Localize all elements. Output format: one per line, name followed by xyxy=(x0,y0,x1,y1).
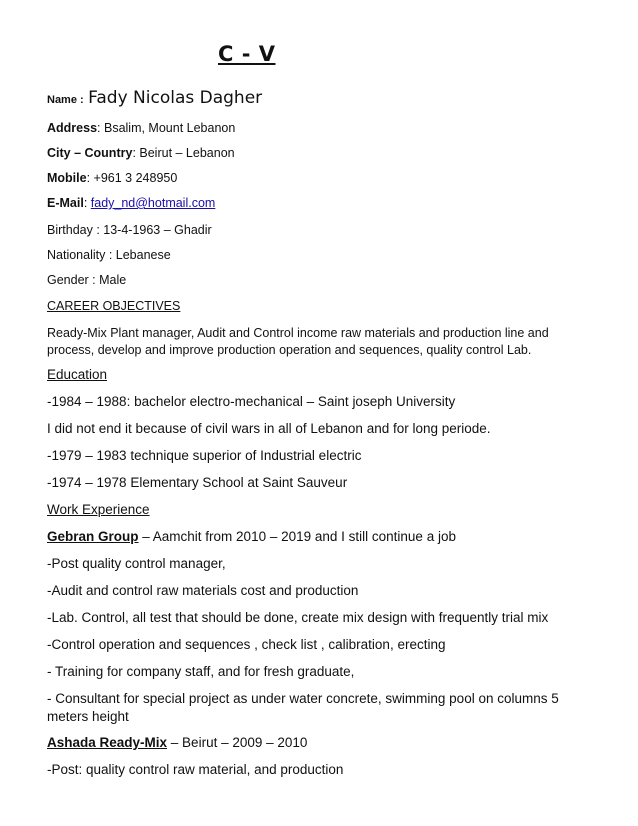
job-title-line xyxy=(47,735,307,750)
address-line xyxy=(47,121,235,135)
job-item: -Post: quality control raw material, and production xyxy=(47,762,344,777)
birthday-line: Birthday : 13-4-1963 – Ghadir xyxy=(47,223,212,237)
city-value: : Beirut – Lebanon xyxy=(132,146,235,160)
address-label: Address xyxy=(47,121,98,135)
email-sep: : xyxy=(83,196,91,210)
career-heading: CAREER OBJECTIVES xyxy=(47,299,181,313)
job-item: -Control operation and sequences , check list , calibration, erecting xyxy=(47,637,446,652)
job-item: - Consultant for special project as under water concrete, swimming pool on columns 5 meters height xyxy=(47,691,559,724)
city-label: City – Country xyxy=(47,146,133,160)
gender-line: Gender : Male xyxy=(47,273,127,287)
email-link[interactable]: fady_nd@hotmail.com xyxy=(90,196,216,210)
career-text: Ready-Mix Plant manager, Audit and Control income raw materials and production line and process, develop and improve production operation and sequences, quality control Lab. xyxy=(47,326,549,357)
job-item: -Audit and control raw materials cost and production xyxy=(47,583,359,598)
education-item: I did not end it because of civil wars in all of Lebanon and for long periode. xyxy=(47,421,491,436)
address-value: : Bsalim, Mount Lebanon xyxy=(97,121,236,135)
name-value: Fady Nicolas Dagher xyxy=(88,88,263,108)
job-item: -Post quality control manager, xyxy=(47,556,226,571)
job-details: – Aamchit from 2010 – 2019 and I still continue a job xyxy=(138,529,456,544)
company-name: Ashada Ready-Mix xyxy=(47,735,168,750)
mobile-line xyxy=(47,171,177,185)
job-details: – Beirut – 2009 – 2010 xyxy=(167,735,308,750)
education-item: -1974 – 1978 Elementary School at Saint Sauveur xyxy=(47,475,348,490)
mobile-label: Mobile xyxy=(47,171,87,185)
work-heading: Work Experience xyxy=(47,502,150,517)
company-name: Gebran Group xyxy=(47,529,139,544)
city-line xyxy=(47,146,235,160)
education-heading: Education xyxy=(47,367,108,382)
name-line xyxy=(47,88,262,108)
job-item: - Training for company staff, and for fresh graduate, xyxy=(47,664,355,679)
mobile-value: : +961 3 248950 xyxy=(86,171,178,185)
job-title-line xyxy=(47,529,456,544)
page-title: C - V xyxy=(218,42,276,66)
nationality-line: Nationality : Lebanese xyxy=(47,248,171,262)
job-item: -Lab. Control, all test that should be done, create mix design with frequently trial mix xyxy=(47,610,549,625)
name-label: Name : xyxy=(47,94,84,106)
education-item: -1979 – 1983 technique superior of Industrial electric xyxy=(47,448,362,463)
email-label: E-Mail xyxy=(47,196,84,210)
education-item: -1984 – 1988: bachelor electro-mechanical – Saint joseph University xyxy=(47,394,456,409)
email-line xyxy=(47,196,215,210)
